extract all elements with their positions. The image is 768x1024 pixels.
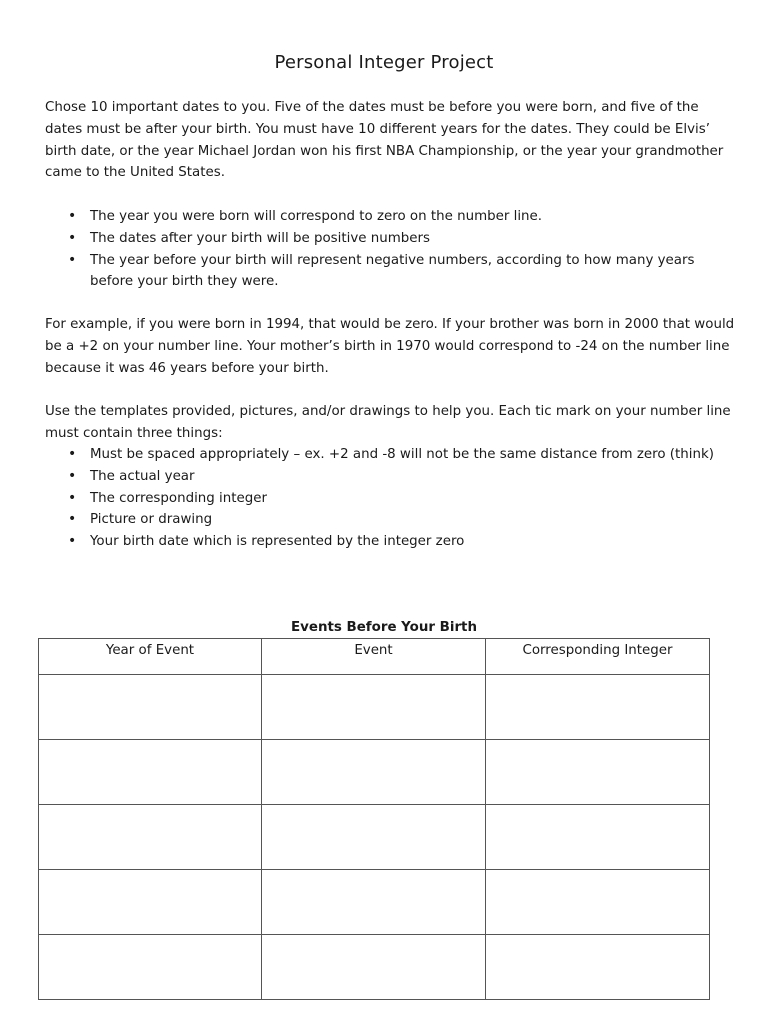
table-row — [39, 675, 710, 740]
integer-cell[interactable] — [486, 935, 710, 1000]
requirements-list — [45, 444, 735, 553]
event-cell[interactable] — [262, 935, 486, 1000]
table-row — [39, 740, 710, 805]
requirement-item: • Must be spaced appropriately – ex. +2 and -8 will not be the same distance from zero (think) — [45, 444, 735, 466]
header-event: Event — [262, 639, 486, 675]
page-title: Personal Integer Project — [274, 52, 494, 73]
table-title: Events Before Your Birth — [291, 620, 477, 635]
events-table — [38, 638, 710, 1000]
year-cell[interactable] — [39, 805, 262, 870]
requirement-item: • The corresponding integer — [45, 488, 735, 510]
header-year-of-event: Year of Event — [39, 639, 262, 675]
year-cell[interactable] — [39, 870, 262, 935]
instructions-paragraph — [45, 401, 735, 445]
requirement-item: • Picture or drawing — [45, 509, 735, 531]
year-cell[interactable] — [39, 935, 262, 1000]
requirement-item: • The actual year — [45, 466, 735, 488]
example-text: For example, if you were born in 1994, that would be zero. If your brother was born in 2000 that would be a +2 on your number line. Your mother’s birth in 1970 would correspond to -24 on the number line because it was 46 years before your birth. — [45, 317, 735, 376]
instructions-text: Use the templates provided, pictures, and/or drawings to help you. Each tic mark on your number line must contain three things: — [45, 404, 731, 441]
integer-cell[interactable] — [486, 870, 710, 935]
header-corresponding-integer: Corresponding Integer — [486, 639, 710, 675]
table-row — [39, 805, 710, 870]
event-cell[interactable] — [262, 740, 486, 805]
event-cell[interactable] — [262, 805, 486, 870]
event-cell[interactable] — [262, 870, 486, 935]
table-row — [39, 935, 710, 1000]
rule-item: • The dates after your birth will be positive numbers — [45, 228, 735, 250]
event-cell[interactable] — [262, 675, 486, 740]
table-header-row — [39, 639, 710, 675]
integer-cell[interactable] — [486, 740, 710, 805]
integer-cell[interactable] — [486, 675, 710, 740]
rule-item: • The year you were born will correspond to zero on the number line. — [45, 206, 735, 228]
intro-paragraph — [45, 97, 735, 184]
example-paragraph — [45, 314, 735, 379]
intro-text: Chose 10 important dates to you. Five of the dates must be before you were born, and five of the dates must be after your birth. You must have 10 different years for the dates. They could be Elvis’ birth date, or the year Michael Jordan won his first NBA Championship, or the year your grandmother came to the United States. — [45, 100, 724, 181]
year-cell[interactable] — [39, 675, 262, 740]
requirement-item: • Your birth date which is represented by the integer zero — [45, 531, 735, 553]
year-cell[interactable] — [39, 740, 262, 805]
rule-item: • The year before your birth will represent negative numbers, according to how many years before your birth they were. — [45, 250, 735, 294]
rules-list — [45, 206, 735, 293]
integer-cell[interactable] — [486, 805, 710, 870]
table-row — [39, 870, 710, 935]
